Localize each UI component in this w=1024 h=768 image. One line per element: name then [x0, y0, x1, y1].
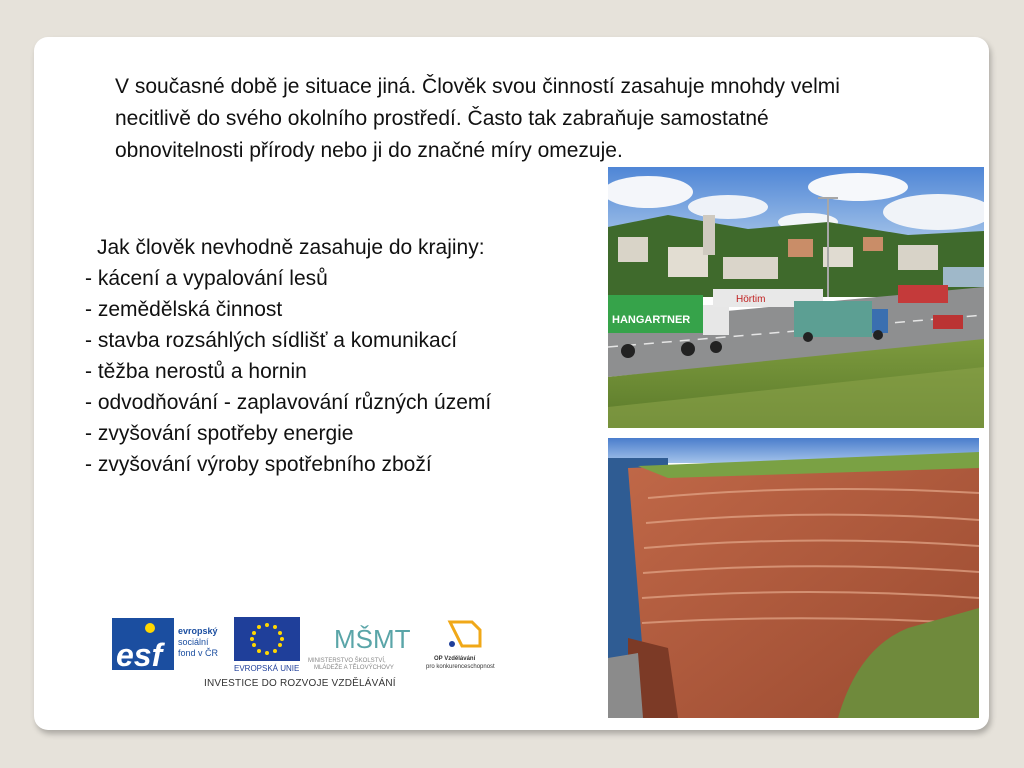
- op-text-1: OP Vzdělávání: [434, 656, 476, 662]
- eu-text: EVROPSKÁ UNIE: [234, 664, 300, 673]
- intro-paragraph: V současné době je situace jiná. Člověk svou činností zasahuje mnohdy velmi necitlivě do svého okolního prostředí. Často tak zabraňuje samostatné obnovitelnosti přírody nebo ji do značné míry omezuje.: [115, 75, 840, 162]
- impact-list-block: [85, 232, 595, 480]
- highway-photo: [608, 167, 984, 428]
- list-heading: Jak člověk nevhodně zasahuje do krajiny:: [97, 236, 485, 259]
- msmt-logo: [308, 624, 411, 671]
- msmt-mark: MŠMT: [334, 624, 411, 654]
- esf-text-1: evropský: [178, 626, 218, 636]
- op-logo: [426, 622, 495, 670]
- esf-text-3: fond v ČR: [178, 648, 219, 658]
- eu-flag-logo: [234, 617, 300, 673]
- list-item: - těžba nerostů a hornin: [85, 360, 307, 383]
- list-item: - zvyšování výroby spotřebního zboží: [85, 453, 432, 476]
- esf-text-2: sociální: [178, 637, 209, 647]
- list-item: - zvyšování spotřeby energie: [85, 422, 354, 445]
- esf-mark: esf: [116, 637, 163, 673]
- red-cliff-photo: [608, 438, 979, 718]
- logo-caption: INVESTICE DO ROZVOJE VZDĚLÁVÁNÍ: [204, 678, 396, 689]
- op-text-2: pro konkurenceschopnost: [426, 664, 495, 670]
- list-item: - stavba rozsáhlých sídlišť a komunikací: [85, 329, 458, 352]
- impact-list: [85, 263, 595, 480]
- list-item: - zemědělská činnost: [85, 298, 283, 321]
- list-item: - odvodňování - zaplavování různých území: [85, 391, 492, 414]
- logo-strip: [112, 614, 512, 694]
- msmt-text-2: MLÁDEŽE A TĚLOVÝCHOVY: [314, 665, 394, 671]
- esf-logo: [112, 618, 219, 673]
- msmt-text-1: MINISTERSTVO ŠKOLSTVÍ,: [308, 658, 386, 664]
- list-item: - kácení a vypalování lesů: [85, 267, 328, 290]
- truck-label-hortim: Hörtim: [736, 294, 766, 305]
- truck-label-hangartner: HANGARTNER: [612, 314, 691, 326]
